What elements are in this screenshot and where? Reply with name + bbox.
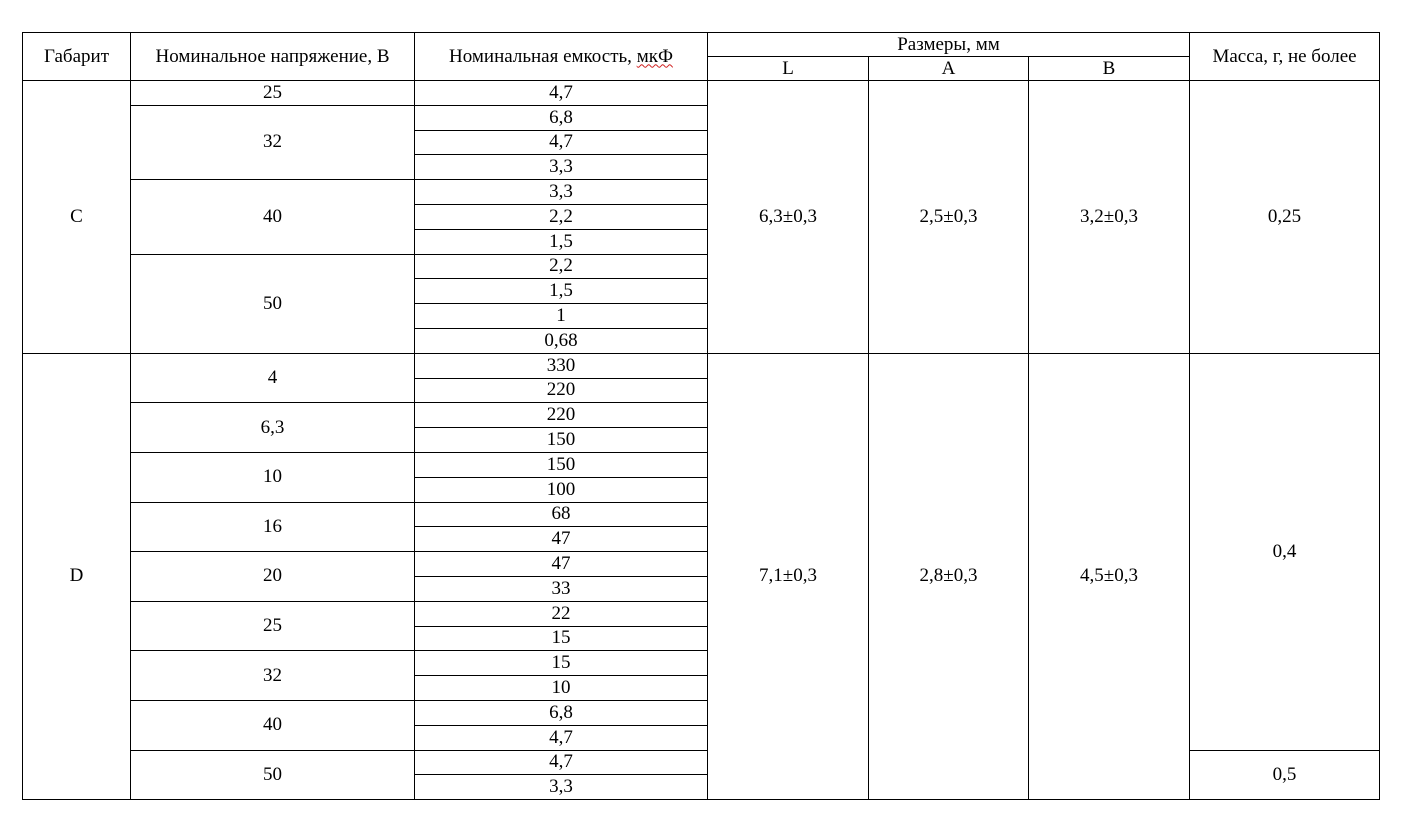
dimension-b-cell: 3,2±0,3	[1029, 81, 1190, 354]
size-cell: D	[23, 353, 131, 799]
capacitance-cell: 4,7	[415, 725, 708, 750]
capacitance-cell: 3,3	[415, 775, 708, 800]
size-cell: C	[23, 81, 131, 354]
capacitance-cell: 330	[415, 353, 708, 378]
voltage-cell: 10	[131, 452, 415, 502]
capacitance-cell: 2,2	[415, 204, 708, 229]
capacitance-cell: 22	[415, 601, 708, 626]
capacitance-cell: 150	[415, 428, 708, 453]
mass-cell: 0,25	[1190, 81, 1380, 354]
table-row	[23, 81, 1380, 106]
dimension-b-cell: 4,5±0,3	[1029, 353, 1190, 799]
capacitance-cell: 100	[415, 477, 708, 502]
capacitance-cell: 68	[415, 502, 708, 527]
capacitance-cell: 4,7	[415, 81, 708, 106]
header-dim-b: B	[1029, 57, 1190, 81]
voltage-cell: 6,3	[131, 403, 415, 453]
header-voltage: Номинальное напряжение, В	[131, 33, 415, 81]
header-dim-l: L	[708, 57, 869, 81]
voltage-cell: 40	[131, 700, 415, 750]
voltage-cell: 25	[131, 81, 415, 106]
voltage-cell: 16	[131, 502, 415, 552]
dimension-a-cell: 2,5±0,3	[869, 81, 1029, 354]
capacitance-cell: 220	[415, 403, 708, 428]
voltage-cell: 20	[131, 552, 415, 602]
voltage-cell: 32	[131, 651, 415, 701]
mass-cell: 0,4	[1190, 353, 1380, 750]
capacitance-cell: 6,8	[415, 700, 708, 725]
header-dimensions: Размеры, мм	[708, 33, 1190, 57]
capacitance-cell: 1,5	[415, 279, 708, 304]
header-mass: Масса, г, не более	[1190, 33, 1380, 81]
voltage-cell: 4	[131, 353, 415, 403]
header-size: Габарит	[23, 33, 131, 81]
mass-cell: 0,5	[1190, 750, 1380, 800]
capacitance-cell: 1	[415, 304, 708, 329]
capacitance-cell: 10	[415, 676, 708, 701]
capacitor-spec-table	[22, 32, 1380, 800]
voltage-cell: 25	[131, 601, 415, 651]
header-capacitance	[415, 33, 708, 81]
capacitance-cell: 6,8	[415, 105, 708, 130]
table-row	[23, 353, 1380, 378]
dimension-a-cell: 2,8±0,3	[869, 353, 1029, 799]
capacitance-cell: 1,5	[415, 229, 708, 254]
capacitance-cell: 220	[415, 378, 708, 403]
capacitance-cell: 3,3	[415, 180, 708, 205]
voltage-cell: 40	[131, 180, 415, 254]
capacitance-cell: 15	[415, 651, 708, 676]
capacitance-cell: 33	[415, 576, 708, 601]
dimension-l-cell: 7,1±0,3	[708, 353, 869, 799]
header-dim-a: A	[869, 57, 1029, 81]
capacitance-cell: 4,7	[415, 750, 708, 775]
capacitance-cell: 47	[415, 527, 708, 552]
capacitance-cell: 47	[415, 552, 708, 577]
table-body	[23, 81, 1380, 800]
capacitance-cell: 150	[415, 452, 708, 477]
capacitance-cell: 15	[415, 626, 708, 651]
voltage-cell: 50	[131, 254, 415, 353]
voltage-cell: 32	[131, 105, 415, 179]
capacitance-cell: 3,3	[415, 155, 708, 180]
dimension-l-cell: 6,3±0,3	[708, 81, 869, 354]
capacitance-cell: 0,68	[415, 328, 708, 353]
header-capacitance-label: Номинальная емкость,	[449, 45, 637, 67]
header-capacitance-unit: мкФ	[636, 45, 673, 67]
capacitance-cell: 4,7	[415, 130, 708, 155]
voltage-cell: 50	[131, 750, 415, 800]
capacitance-cell: 2,2	[415, 254, 708, 279]
